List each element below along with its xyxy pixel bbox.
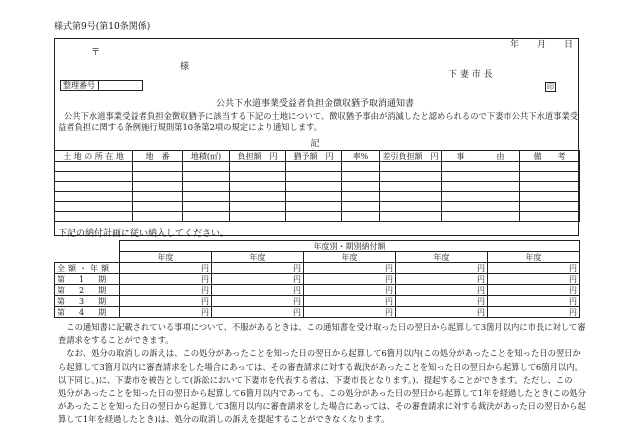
- land-table-cell: [230, 212, 286, 222]
- land-table-cell: [183, 202, 230, 212]
- schedule-amount-cell: 円: [212, 285, 304, 296]
- schedule-amount-cell: 円: [396, 296, 488, 307]
- date-field: 年 月 日: [510, 40, 574, 50]
- schedule-amount-cell: 円: [304, 263, 396, 274]
- schedule-row-label: 全額・年額: [55, 263, 120, 274]
- land-table-cell: [520, 192, 580, 202]
- schedule-amount-cell: 円: [212, 274, 304, 285]
- col-net-charge: 差引負担額 円: [380, 151, 442, 162]
- schedule-amount-cell: 円: [212, 307, 304, 318]
- col-remarks: 備 考: [520, 151, 580, 162]
- land-table-cell: [520, 162, 580, 172]
- land-table-cell: [342, 172, 380, 182]
- land-table-cell: [342, 192, 380, 202]
- schedule-row: [55, 263, 580, 274]
- seal-mark: 印: [547, 83, 554, 91]
- body-line-2: 益者負担に関する条例施行規則第10条第2項の規定により通知します。: [58, 122, 323, 132]
- notes-line: 処分があったことを知った日の翌日から起算して6箇月以内であっても、この処分があった日の翌日から起算して1年を経過したとき(この処分: [58, 388, 586, 398]
- schedule-amount-cell: 円: [304, 296, 396, 307]
- land-table-row: [55, 162, 580, 172]
- schedule-row: [55, 274, 580, 285]
- col-reason: 事 由: [442, 151, 520, 162]
- land-table-cell: [133, 212, 183, 222]
- land-table-cell: [442, 212, 520, 222]
- schedule-amount-cell: 円: [488, 263, 580, 274]
- notes-line: 以下同じ。)に、下妻市を被告として(訴訟において下妻市を代表する者は、下妻市長となります。)、提起することができます。ただし、この: [58, 374, 573, 385]
- land-table-cell: [286, 162, 342, 172]
- schedule-amount-cell: 円: [488, 307, 580, 318]
- schedule-amount-cell: 円: [212, 263, 304, 274]
- land-table-cell: [230, 202, 286, 212]
- land-table-cell: [286, 202, 342, 212]
- schedule-amount-cell: 円: [396, 307, 488, 318]
- land-table-row: [55, 182, 580, 192]
- land-table-row: [55, 202, 580, 212]
- schedule-corner: [55, 241, 120, 252]
- col-deferred: 猶予額 円: [286, 151, 342, 162]
- col-rate: 率%: [342, 151, 380, 162]
- land-table-cell: [55, 162, 133, 172]
- land-table-cell: [286, 182, 342, 192]
- land-table-cell: [183, 172, 230, 182]
- schedule-year-cell: 年度: [488, 252, 580, 263]
- land-table-cell: [183, 212, 230, 222]
- land-table-cell: [442, 162, 520, 172]
- schedule-amount-cell: 円: [120, 274, 212, 285]
- land-table-cell: [380, 192, 442, 202]
- land-table-cell: [133, 192, 183, 202]
- reference-number-label: 整理番号: [61, 81, 99, 90]
- col-area: 地積(㎡): [183, 151, 230, 162]
- notes-line: ら起算して3箇月以内に審査請求をした場合にあっては、その審査請求に対する裁決があったことを知った日の翌日から起算して6箇月以内。: [58, 361, 583, 372]
- notes-line: 査請求をすることができます。: [58, 335, 174, 346]
- schedule-year-cell: 年度: [304, 252, 396, 263]
- land-table-cell: [286, 192, 342, 202]
- schedule-amount-cell: 円: [304, 285, 396, 296]
- land-table-row: [55, 212, 580, 222]
- land-table-cell: [183, 192, 230, 202]
- land-table-cell: [133, 162, 183, 172]
- schedule-amount-cell: 円: [120, 307, 212, 318]
- land-table-cell: [380, 182, 442, 192]
- schedule-row: [55, 296, 580, 307]
- land-table-cell: [380, 212, 442, 222]
- schedule-row-label: 第 4 期: [55, 307, 120, 318]
- notes-line: があったことを知った日の翌日から起算して3箇月以内に審査請求をした場合にあっては、その審査請求に対する裁決があった日の翌日から起: [58, 401, 586, 412]
- schedule-row-label: 第 1 期: [55, 274, 120, 285]
- postal-mark: 〒: [91, 48, 101, 58]
- schedule-amount-cell: 円: [120, 263, 212, 274]
- col-charge: 負担額 円: [230, 151, 286, 162]
- schedule-amount-cell: 円: [396, 274, 488, 285]
- schedule-amount-cell: 円: [488, 274, 580, 285]
- honorific: 様: [180, 62, 190, 72]
- land-table-cell: [442, 202, 520, 212]
- land-table-cell: [133, 182, 183, 192]
- land-table-cell: [380, 202, 442, 212]
- land-table: [54, 150, 580, 222]
- land-table-cell: [230, 172, 286, 182]
- land-table-cell: [133, 172, 183, 182]
- notes-line: なお、処分の取消しの訴えは、この処分があったことを知った日の翌日から起算して6箇月以内(この処分があったことを知った日の翌日か: [58, 348, 581, 359]
- land-table-cell: [55, 212, 133, 222]
- schedule-amount-cell: 円: [488, 285, 580, 296]
- schedule-amount-cell: 円: [304, 307, 396, 318]
- land-table-cell: [230, 162, 286, 172]
- land-table-cell: [183, 182, 230, 192]
- payment-note: 下記の納付計画に従い納入してください。: [58, 229, 230, 239]
- document-title: 公共下水道事業受益者負担金徴収猶予取消通知書: [215, 99, 414, 109]
- notes-line: 算して1年を経過したとき)は、処分の取消しの訴えを提起することができなくなります。: [58, 414, 390, 425]
- land-table-cell: [55, 182, 133, 192]
- land-table-cell: [380, 162, 442, 172]
- schedule-title-row: [55, 241, 580, 252]
- land-table-cell: [342, 212, 380, 222]
- ki-heading: 記: [310, 139, 320, 149]
- land-table-cell: [342, 202, 380, 212]
- land-table-cell: [286, 212, 342, 222]
- col-lot-number: 地 番: [133, 151, 183, 162]
- schedule-amount-cell: 円: [304, 274, 396, 285]
- schedule-amount-cell: 円: [212, 296, 304, 307]
- col-location: 土 地 の 所 在 地: [55, 151, 133, 162]
- body-line-1: 公共下水道事業受益者負担金徴収猶予に該当する下記の土地について、徴収猶予事由が消滅したと認められるので下妻市公共下水道事業受: [64, 111, 579, 121]
- schedule-year-cell: 年度: [212, 252, 304, 263]
- land-table-cell: [442, 172, 520, 182]
- land-table-row: [55, 192, 580, 202]
- schedule-year-cell: 年度: [120, 252, 212, 263]
- land-table-row: [55, 172, 580, 182]
- schedule-corner-2: [55, 252, 120, 263]
- reference-number-box: [60, 80, 143, 91]
- land-table-cell: [442, 192, 520, 202]
- land-table-cell: [380, 172, 442, 182]
- schedule-year-row: [55, 252, 580, 263]
- land-table-header: [55, 151, 580, 162]
- land-table-cell: [442, 182, 520, 192]
- land-table-cell: [183, 162, 230, 172]
- schedule-year-cell: 年度: [396, 252, 488, 263]
- land-table-cell: [230, 182, 286, 192]
- land-table-cell: [55, 172, 133, 182]
- land-table-cell: [342, 162, 380, 172]
- schedule-row-label: 第 3 期: [55, 296, 120, 307]
- land-table-cell: [230, 192, 286, 202]
- schedule-title: 年度別・期別納付額: [120, 241, 580, 252]
- land-table-cell: [520, 212, 580, 222]
- land-table-cell: [342, 182, 380, 192]
- schedule-amount-cell: 円: [396, 285, 488, 296]
- schedule-amount-cell: 円: [488, 296, 580, 307]
- land-table-cell: [55, 192, 133, 202]
- land-table-cell: [520, 172, 580, 182]
- land-table-cell: [520, 182, 580, 192]
- schedule-amount-cell: 円: [120, 296, 212, 307]
- land-table-cell: [286, 172, 342, 182]
- schedule-row: [55, 307, 580, 318]
- form-label: 様式第9号(第10条関係): [54, 22, 151, 32]
- schedule-row-label: 第 2 期: [55, 285, 120, 296]
- notes-line: この通知書に記載されている事項について、不服があるときは、この通知書を受け取った日の翌日から起算して3箇月以内に市長に対して審: [58, 322, 586, 332]
- payment-schedule-table: [54, 240, 580, 318]
- land-table-cell: [55, 202, 133, 212]
- schedule-row: [55, 285, 580, 296]
- schedule-amount-cell: 円: [396, 263, 488, 274]
- schedule-amount-cell: 円: [120, 285, 212, 296]
- issuer-name: 下 妻 市 長: [448, 70, 493, 80]
- land-table-cell: [520, 202, 580, 212]
- land-table-cell: [133, 202, 183, 212]
